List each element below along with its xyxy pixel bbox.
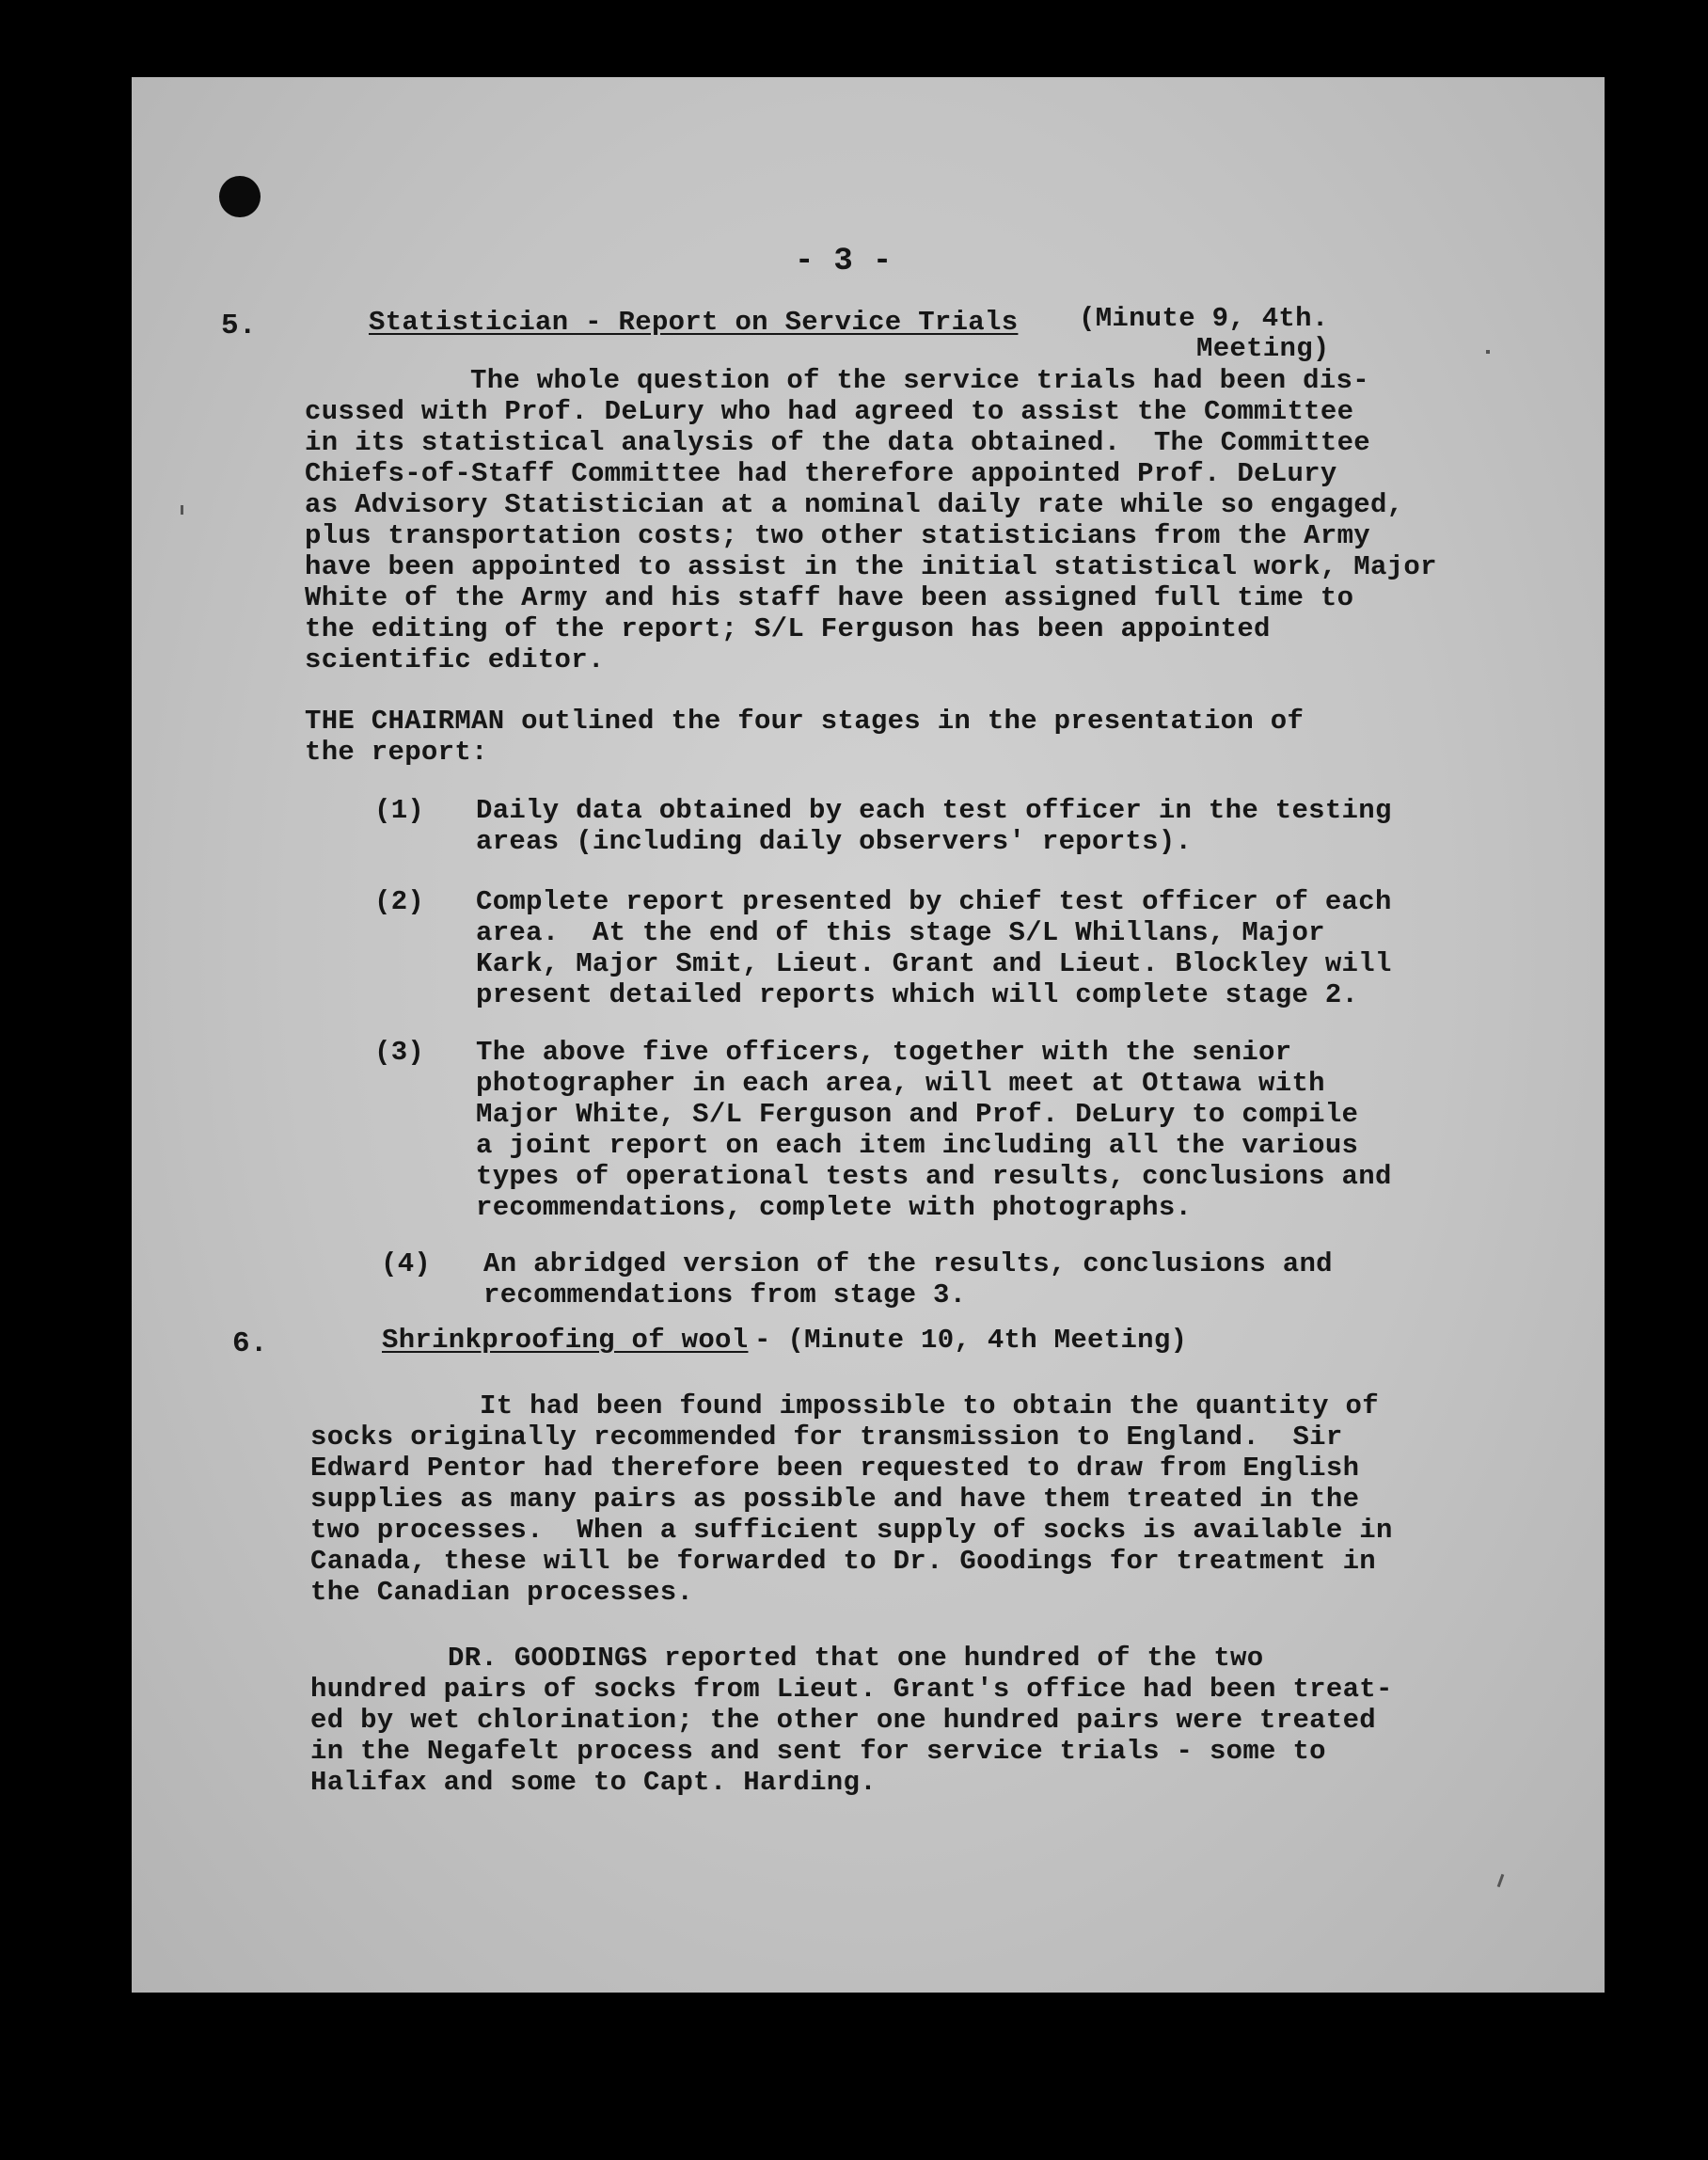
section-6-para1-line: It had been found impossible to obtain the quantity of <box>480 1390 1379 1421</box>
stage-line: Kark, Major Smit, Lieut. Grant and Lieut. Blockley will <box>476 948 1392 979</box>
stage-label: (1) <box>374 795 425 826</box>
stage-line: An abridged version of the results, conclusions and <box>483 1248 1333 1279</box>
section-6-number: 6. <box>232 1327 268 1360</box>
section-5-para-line: as Advisory Statistician at a nominal daily rate while so engaged, <box>305 489 1404 520</box>
document-page <box>132 77 1605 1993</box>
stage-line: present detailed reports which will complete stage 2. <box>476 979 1359 1010</box>
stage-label: (3) <box>374 1037 425 1068</box>
section-6-para2-line: ed by wet chlorination; the other one hundred pairs were treated <box>310 1705 1376 1736</box>
section-6-para1-line: the Canadian processes. <box>310 1577 694 1608</box>
section-6-title: Shrinkproofing of wool <box>382 1325 749 1356</box>
chairman-line: the report: <box>305 737 488 768</box>
punch-hole <box>219 176 261 217</box>
section-6-para2-line: hundred pairs of socks from Lieut. Grant's office had been treat- <box>310 1674 1393 1705</box>
section-6-reference: - (Minute 10, 4th Meeting) <box>754 1325 1188 1356</box>
section-5-para-line: the editing of the report; S/L Ferguson has been appointed <box>305 613 1271 644</box>
section-5-para-line: have been appointed to assist in the initial statistical work, Major <box>305 551 1437 582</box>
stage-label: (4) <box>381 1248 432 1279</box>
section-5-para-line: White of the Army and his staff have been assigned full time to <box>305 582 1354 613</box>
section-5-para-line: plus transportation costs; two other statisticians from the Army <box>305 520 1370 551</box>
stage-line: The above five officers, together with the senior <box>476 1037 1292 1068</box>
section-5-title: Statistician - Report on Service Trials <box>369 307 1019 338</box>
section-6-para2-line: Halifax and some to Capt. Harding. <box>310 1767 877 1798</box>
stage-line: area. At the end of this stage S/L Whillans, Major <box>476 917 1325 948</box>
stage-line: Complete report presented by chief test officer of each <box>476 886 1392 917</box>
speck <box>181 505 183 515</box>
section-5-number: 5. <box>221 310 257 342</box>
stage-line: Major White, S/L Ferguson and Prof. DeLury to compile <box>476 1099 1359 1130</box>
speck <box>1486 350 1490 354</box>
section-6-para1-line: Canada, these will be forwarded to Dr. Goodings for treatment in <box>310 1546 1376 1577</box>
section-6-para1-line: socks originally recommended for transmission to England. Sir <box>310 1421 1343 1453</box>
section-5-reference: (Minute 9, 4th. <box>1079 303 1329 334</box>
stage-line: a joint report on each item including all the various <box>476 1130 1359 1161</box>
section-5-para-line: The whole question of the service trials had been dis- <box>470 365 1369 396</box>
stage-line: recommendations from stage 3. <box>483 1279 967 1310</box>
section-5-para-line: Chiefs-of-Staff Committee had therefore appointed Prof. DeLury <box>305 458 1337 489</box>
page-number: - 3 - <box>795 244 893 279</box>
section-5-para-line: cussed with Prof. DeLury who had agreed to assist the Committee <box>305 396 1354 427</box>
section-5-para-line: scientific editor. <box>305 644 605 675</box>
chairman-line: THE CHAIRMAN outlined the four stages in the presentation of <box>305 706 1305 737</box>
section-5-reference-cont: Meeting) <box>1196 333 1330 364</box>
section-6-para1-line: supplies as many pairs as possible and have them treated in the <box>310 1484 1360 1515</box>
stage-line: recommendations, complete with photographs. <box>476 1192 1193 1223</box>
section-6-para2-line: DR. GOODINGS reported that one hundred of the two <box>448 1643 1264 1674</box>
speck <box>1497 1874 1505 1887</box>
stage-line: photographer in each area, will meet at Ottawa with <box>476 1068 1325 1099</box>
section-6-para2-line: in the Negafelt process and sent for service trials - some to <box>310 1736 1326 1767</box>
stage-label: (2) <box>374 886 425 917</box>
section-5-para-line: in its statistical analysis of the data obtained. The Committee <box>305 427 1370 458</box>
stage-line: Daily data obtained by each test officer in the testing <box>476 795 1392 826</box>
stage-line: areas (including daily observers' reports). <box>476 826 1193 857</box>
stage-line: types of operational tests and results, conclusions and <box>476 1161 1392 1192</box>
section-6-para1-line: Edward Pentor had therefore been requested to draw from English <box>310 1453 1360 1484</box>
section-6-para1-line: two processes. When a sufficient supply of socks is available in <box>310 1515 1393 1546</box>
